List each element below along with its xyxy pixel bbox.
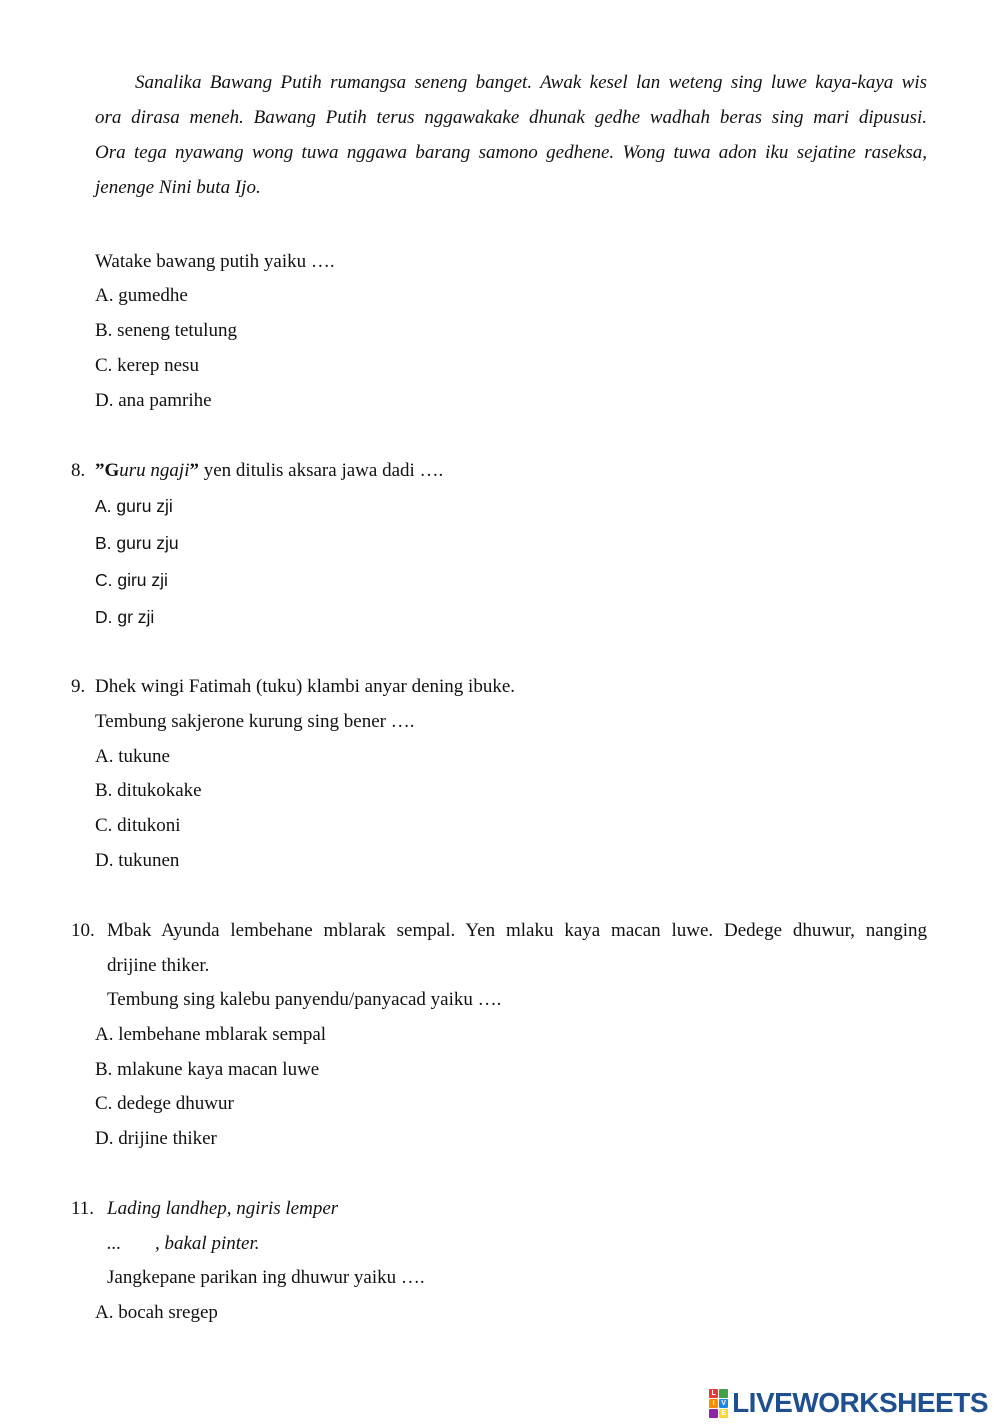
option-c: C. dedege dhuwur (95, 1093, 234, 1114)
option-a: A. gumedhe (95, 285, 188, 306)
option-a: A. lembehane mblarak sempal (95, 1024, 327, 1045)
question-prompt: Tembung sing kalebu panyendu/panyacad yaiku …. (107, 989, 502, 1010)
option-b: B. seneng tetulung (95, 320, 237, 341)
option-d: D. tukunen (95, 850, 180, 871)
option-c: C. giru zji (95, 570, 168, 590)
question-number: 10. (71, 920, 95, 941)
option-c: C. ditukoni (95, 815, 181, 836)
passage-line: Ora tega nyawang wong tuwa nggawa barang samono gedhene. Wong tuwa adon iku sejatine raseksa, (95, 142, 927, 163)
question-prompt: Tembung sakjerone kurung sing bener …. (95, 711, 415, 732)
logo-letter: E (719, 1409, 728, 1418)
open-quote: ”G (95, 460, 120, 481)
option-b: B. guru zju (95, 533, 179, 553)
question-prompt: Jangkepane parikan ing dhuwur yaiku …. (107, 1267, 425, 1288)
option-c: C. kerep nesu (95, 355, 199, 376)
question-number: 9. (71, 676, 86, 697)
logo-letter: I (709, 1399, 718, 1408)
passage-line: ora dirasa meneh. Bawang Putih terus nggawakake dhunak gedhe wadhah beras sing mari dipususi. (95, 107, 927, 128)
logo-letter: L (709, 1389, 718, 1398)
liveworksheets-logo (709, 1385, 988, 1421)
logo-letter: V (719, 1399, 728, 1408)
question-text (95, 459, 443, 483)
question-text: Dhek wingi Fatimah (tuku) klambi anyar dening ibuke. (95, 676, 516, 697)
question-number: 8. (71, 460, 86, 481)
option-b: B. mlakune kaya macan luwe (95, 1059, 320, 1080)
question-number: 11. (71, 1198, 95, 1219)
question-text: Watake bawang putih yaiku …. (95, 251, 335, 272)
close-quote: ” (189, 460, 199, 481)
option-d: D. gr zji (95, 607, 155, 627)
option-b: B. ditukokake (95, 780, 202, 801)
option-d: D. ana pamrihe (95, 390, 212, 411)
italic-phrase: uru ngaji (119, 460, 190, 481)
option-a: A. bocah sregep (95, 1302, 218, 1323)
parikan-blank: ... (107, 1233, 122, 1254)
option-a: A. tukune (95, 746, 170, 767)
option-a: A. guru zji (95, 496, 173, 516)
question-text: Mbak Ayunda lembehane mblarak sempal. Yen mlaku kaya macan luwe. Dedege dhuwur, nanging (107, 920, 927, 941)
parikan-line-1: Lading landhep, ngiris lemper (107, 1198, 339, 1219)
passage-line: jenenge Nini buta Ijo. (95, 177, 261, 198)
option-d: D. drijine thiker (95, 1128, 217, 1149)
liveworksheets-logo-icon (709, 1389, 728, 1418)
logo-text: LIVEWORKSHEETS (732, 1387, 988, 1418)
parikan-line-2: , bakal pinter. (155, 1233, 260, 1254)
passage-line: Sanalika Bawang Putih rumangsa seneng banget. Awak kesel lan weteng sing luwe kaya-kaya wis (135, 72, 927, 93)
question-rest: yen ditulis aksara jawa dadi …. (198, 460, 444, 481)
question-text-cont: drijine thiker. (107, 955, 210, 976)
